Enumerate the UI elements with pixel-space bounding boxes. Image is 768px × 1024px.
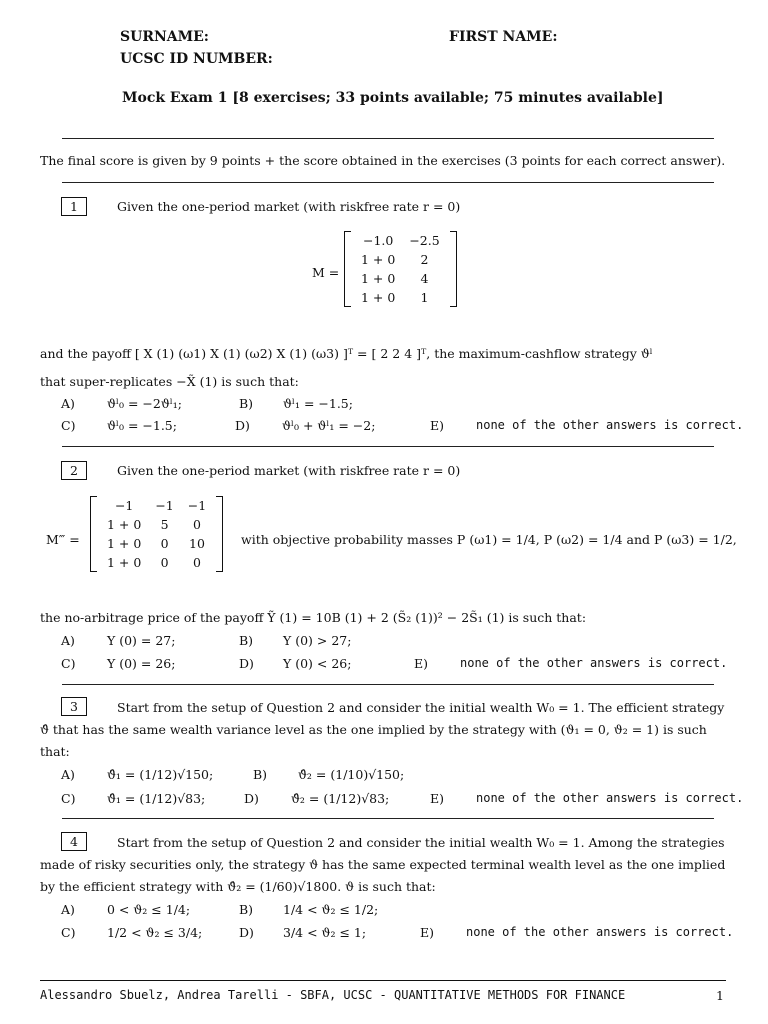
question-3-line-2: ϑ̂ that has the same wealth variance level as the one implied by the strategy with (ϑ₁ = 0, ϑ₂ = 1) is such	[40, 722, 707, 737]
question-2-stem: Given the one-period market (with riskfree rate r = 0)	[117, 463, 461, 478]
q2-option-d: Y (0) < 26;	[283, 656, 352, 671]
q3-option-e-label: E)	[430, 791, 445, 806]
q3-option-a-label: A)	[61, 767, 75, 782]
divider	[62, 818, 714, 819]
q1-option-b-label: B)	[239, 396, 254, 411]
q4-option-b-label: B)	[239, 902, 254, 917]
question-1-number: 1	[61, 197, 87, 216]
matrix-m3: −1 −1 −1 1 + 0 5 0 1 + 0 0 10 1 + 0 0 0	[90, 496, 223, 572]
q4-option-c-label: C)	[61, 925, 76, 940]
q4-option-d: 3/4 < ϑ₂ ≤ 1;	[283, 925, 367, 940]
q4-option-a-label: A)	[61, 902, 75, 917]
q2-option-d-label: D)	[239, 656, 254, 671]
q4-option-e-label: E)	[420, 925, 435, 940]
q1-option-c-label: C)	[61, 418, 76, 433]
q3-option-d: ϑ̂₂ = (1/12)√83;	[291, 791, 390, 806]
q1-option-e-label: E)	[430, 418, 445, 433]
q2-option-b-label: B)	[239, 633, 254, 648]
q2-option-a-label: A)	[61, 633, 75, 648]
first-name-label: FIRST NAME:	[449, 29, 558, 45]
q3-option-b-label: B)	[253, 767, 268, 782]
q3-option-c: ϑ̂₁ = (1/12)√83;	[107, 791, 206, 806]
question-2-payoff: the no-arbitrage price of the payoff Ỹ (1) = 10B (1) + 2 (S̃₂ (1))² − 2S̃₁ (1) is such that:	[40, 610, 587, 625]
q2-option-b: Y (0) > 27;	[283, 633, 352, 648]
q2-option-a: Y (0) = 27;	[107, 633, 176, 648]
divider	[62, 182, 714, 183]
q1-option-b: ϑˡ₁ = −1.5;	[283, 396, 353, 411]
question-4-line-3: by the efficient strategy with ϑ̂₂ = (1/60)√1800. ϑ is such that:	[40, 879, 436, 894]
q3-option-d-label: D)	[244, 791, 259, 806]
q3-option-a: ϑ̂₁ = (1/12)√150;	[107, 767, 214, 782]
q2-option-e: none of the other answers is correct.	[460, 656, 728, 670]
q3-option-e: none of the other answers is correct.	[476, 791, 744, 805]
id-number-label: UCSC ID NUMBER:	[120, 51, 273, 67]
matrix-label-m: M =	[312, 265, 340, 280]
page-number: 1	[716, 988, 724, 1003]
q2-option-e-label: E)	[414, 656, 429, 671]
q1-option-a: ϑˡ₀ = −2ϑˡ₁;	[107, 396, 183, 411]
footer-rule	[40, 980, 726, 981]
divider	[62, 684, 714, 685]
matrix-m: −1.0 −2.5 1 + 0 2 1 + 0 4 1 + 0 1	[344, 231, 457, 307]
question-1-stem: Given the one-period market (with riskfree rate r = 0)	[117, 199, 461, 214]
question-3-line-3: that:	[40, 744, 70, 759]
surname-label: SURNAME:	[120, 29, 209, 45]
intro-text: The final score is given by 9 points + the score obtained in the exercises (3 points for each correct answer).	[40, 153, 726, 168]
question-2-probabilities: with objective probability masses P (ω1) = 1/4, P (ω2) = 1/4 and P (ω3) = 1/2,	[241, 532, 737, 547]
question-4-line-1: Start from the setup of Question 2 and consider the initial wealth W₀ = 1. Among the strategies	[117, 835, 725, 850]
q3-option-c-label: C)	[61, 791, 76, 806]
question-3-number: 3	[61, 697, 87, 716]
question-4-number: 4	[61, 832, 87, 851]
divider	[62, 138, 714, 139]
q2-option-c: Y (0) = 26;	[107, 656, 176, 671]
question-1-payoff-2: that super-replicates −X̃ (1) is such that:	[40, 374, 299, 389]
q4-option-b: 1/4 < ϑ₂ ≤ 1/2;	[283, 902, 379, 917]
q4-option-d-label: D)	[239, 925, 254, 940]
q1-option-d: ϑˡ₀ + ϑˡ₁ = −2;	[282, 418, 376, 433]
q4-option-c: 1/2 < ϑ₂ ≤ 3/4;	[107, 925, 203, 940]
question-4-line-2: made of risky securities only, the strategy ϑ has the same expected terminal wealth level as the one implied	[40, 857, 726, 872]
q1-option-a-label: A)	[61, 396, 75, 411]
q1-option-c: ϑˡ₀ = −1.5;	[107, 418, 177, 433]
q2-option-c-label: C)	[61, 656, 76, 671]
question-3-line-1: Start from the setup of Question 2 and consider the initial wealth W₀ = 1. The efficient strategy	[117, 700, 725, 715]
q1-option-d-label: D)	[235, 418, 250, 433]
footer-authors: Alessandro Sbuelz, Andrea Tarelli - SBFA, UCSC - QUANTITATIVE METHODS FOR FINANCE	[40, 988, 626, 1002]
divider	[62, 446, 714, 447]
exam-title: Mock Exam 1 [8 exercises; 33 points available; 75 minutes available]	[122, 90, 664, 106]
q4-option-e: none of the other answers is correct.	[466, 925, 734, 939]
q1-option-e: none of the other answers is correct.	[476, 418, 744, 432]
question-2-number: 2	[61, 461, 87, 480]
question-1-payoff: and the payoff [ X (1) (ω1) X (1) (ω2) X (1) (ω3) ]ᵀ = [ 2 2 4 ]ᵀ, the maximum-cashflow strategy ϑˡ	[40, 346, 653, 361]
matrix-label-m3: M‴ =	[46, 532, 80, 547]
q4-option-a: 0 < ϑ₂ ≤ 1/4;	[107, 902, 191, 917]
q3-option-b: ϑ̂₂ = (1/10)√150;	[298, 767, 405, 782]
